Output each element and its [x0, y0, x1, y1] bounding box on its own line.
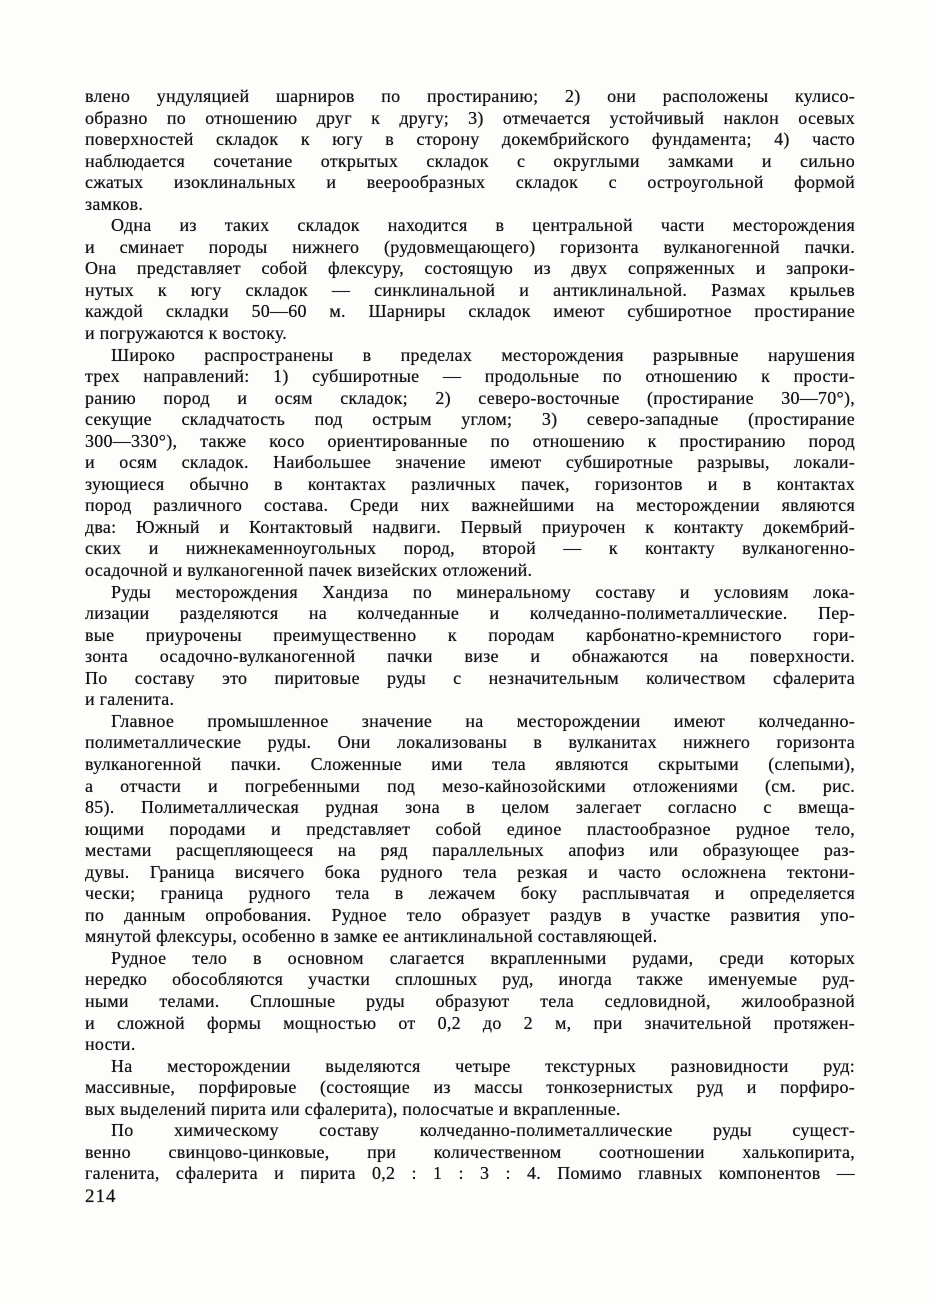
text-line: каждой складки 50—60 м. Шарниры складок имеют субширотное простирание — [85, 301, 855, 322]
text-line: замков. — [85, 193, 144, 214]
text-line: Широко распространены в пределах месторождения разрывные нарушения — [111, 344, 855, 365]
text-line: а отчасти и погребенными под мезо-кайнозойскими отложениями (см. рис. — [85, 775, 855, 796]
text-line: ности. — [85, 1034, 136, 1055]
text-line: зующиеся обычно в контактах различных пачек, горизонтов и в контактах — [85, 473, 855, 494]
text-line: пород различного состава. Среди них важнейшими на месторождении являются — [85, 495, 855, 516]
text-line: секущие складчатость под острым углом; 3) северо-западные (простирание — [85, 409, 855, 430]
text-line: ранию пород и осям складок; 2) северо-восточные (простирание 30—70°), — [85, 387, 855, 408]
text-line: вые приурочены преимущественно к породам карбонатно-кремнистого гори- — [85, 624, 855, 645]
text-line: По составу это пиритовые руды с незначительным количеством сфалерита — [85, 667, 855, 688]
paragraph — [85, 215, 855, 344]
paragraph — [85, 582, 855, 711]
text-line: ющими породами и представляет собой единое пластообразное рудное тело, — [85, 818, 855, 839]
text-line: ными телами. Сплошные руды образуют тела седловидной, жилообразной — [85, 990, 855, 1011]
text-line: образно по отношению друг к другу; 3) отмечается устойчивый наклон осевых — [85, 107, 855, 128]
text-line: 85). Полиметаллическая рудная зона в целом залегает согласно с вмеща- — [85, 797, 855, 818]
paragraph — [85, 948, 855, 1056]
text-line: чески; граница рудного тела в лежачем боку расплывчатая и определяется — [85, 883, 855, 904]
text-line: зонта осадочно-вулканогенной пачки визе и обнажаются на поверхности. — [85, 646, 855, 667]
text-line: по данным опробования. Рудное тело образует раздув в участке развития упо- — [85, 904, 855, 925]
text-line: венно свинцово-цинковые, при количественном соотношении халькопирита, — [85, 1141, 855, 1162]
paragraph — [85, 86, 855, 215]
text-line: мянутой флексуры, особенно в замке ее антиклинальной составляющей. — [85, 926, 658, 947]
text-line: трех направлений: 1) субширотные — продольные по отношению к прости- — [85, 366, 855, 387]
text-line: полиметаллические руды. Они локализованы в вулканитах нижнего горизонта — [85, 732, 855, 753]
text-line: галенита, сфалерита и пирита 0,2 : 1 : 3 : 4. Помимо главных компонентов — — [85, 1163, 855, 1184]
text-line: и погружаются к востоку. — [85, 323, 288, 344]
text-line: Она представляет собой флексуру, состоящую из двух сопряженных и запроки- — [85, 258, 855, 279]
paragraph — [85, 1056, 855, 1121]
text-line: наблюдается сочетание открытых складок с округлыми замками и сильно — [85, 150, 855, 171]
text-line: нередко обособляются участки сплошных руд, иногда также именуемые руд- — [85, 969, 855, 990]
text-line: местами расщепляющееся на ряд параллельных апофиз или образующее раз- — [85, 840, 855, 861]
text-line: По химическому составу колчеданно-полиметаллические руды сущест- — [111, 1120, 855, 1141]
text-line: сжатых изоклинальных и веерообразных складок с остроугольной формой — [85, 172, 855, 193]
text-line: Главное промышленное значение на месторождении имеют колчеданно- — [111, 710, 855, 731]
text-line: ских и нижнекаменноугольных пород, второй — к контакту вулканогенно- — [85, 538, 855, 559]
text-line: лизации разделяются на колчеданные и колчеданно-полиметаллические. Пер- — [85, 603, 855, 624]
text-line: Рудное тело в основном слагается вкрапленными рудами, среди которых — [111, 947, 855, 968]
text-line: вулканогенной пачки. Сложенные ими тела являются скрытыми (слепыми), — [85, 753, 855, 774]
text-line: и сложной формы мощностью от 0,2 до 2 м, при значительной протяжен- — [85, 1012, 855, 1033]
text-line: осадочной и вулканогенной пачек визейских отложений. — [85, 560, 533, 581]
text-line: влено ундуляцией шарниров по простиранию; 2) они расположены кулисо- — [85, 86, 855, 106]
text-line: На месторождении выделяются четыре текстурных разновидности руд: — [111, 1055, 855, 1076]
text-line: нутых к югу складок — синклинальной и антиклинальной. Размах крыльев — [85, 279, 855, 300]
page-number: 214 — [85, 1186, 117, 1207]
text-line: два: Южный и Контактовый надвиги. Первый приурочен к контакту докембрий- — [85, 516, 855, 537]
text-line: Одна из таких складок находится в центральной части месторождения — [111, 215, 855, 236]
paragraph — [85, 1120, 855, 1185]
paragraph — [85, 345, 855, 582]
text-line: массивные, порфировые (состоящие из массы тонкозернистых руд и порфиро- — [85, 1077, 855, 1098]
text-line: и сминает породы нижнего (рудовмещающего) горизонта вулканогенной пачки. — [85, 236, 855, 257]
text-line: и осям складок. Наибольшее значение имеют субширотные разрывы, локали- — [85, 452, 855, 473]
page-text-block — [85, 86, 855, 1185]
text-line: вых выделений пирита или сфалерита), полосчатые и вкрапленные. — [85, 1098, 621, 1119]
text-line: дувы. Граница висячего бока рудного тела резкая и часто осложнена тектони- — [85, 861, 855, 882]
paragraph — [85, 711, 855, 948]
text-line: Руды месторождения Хандиза по минеральному составу и условиям лока- — [111, 581, 855, 602]
text-line: 300—330°), также косо ориентированные по отношению к простиранию пород — [85, 430, 855, 451]
text-line: поверхностей складок к югу в сторону докембрийского фундамента; 4) часто — [85, 129, 855, 150]
text-line: и галенита. — [85, 689, 175, 710]
